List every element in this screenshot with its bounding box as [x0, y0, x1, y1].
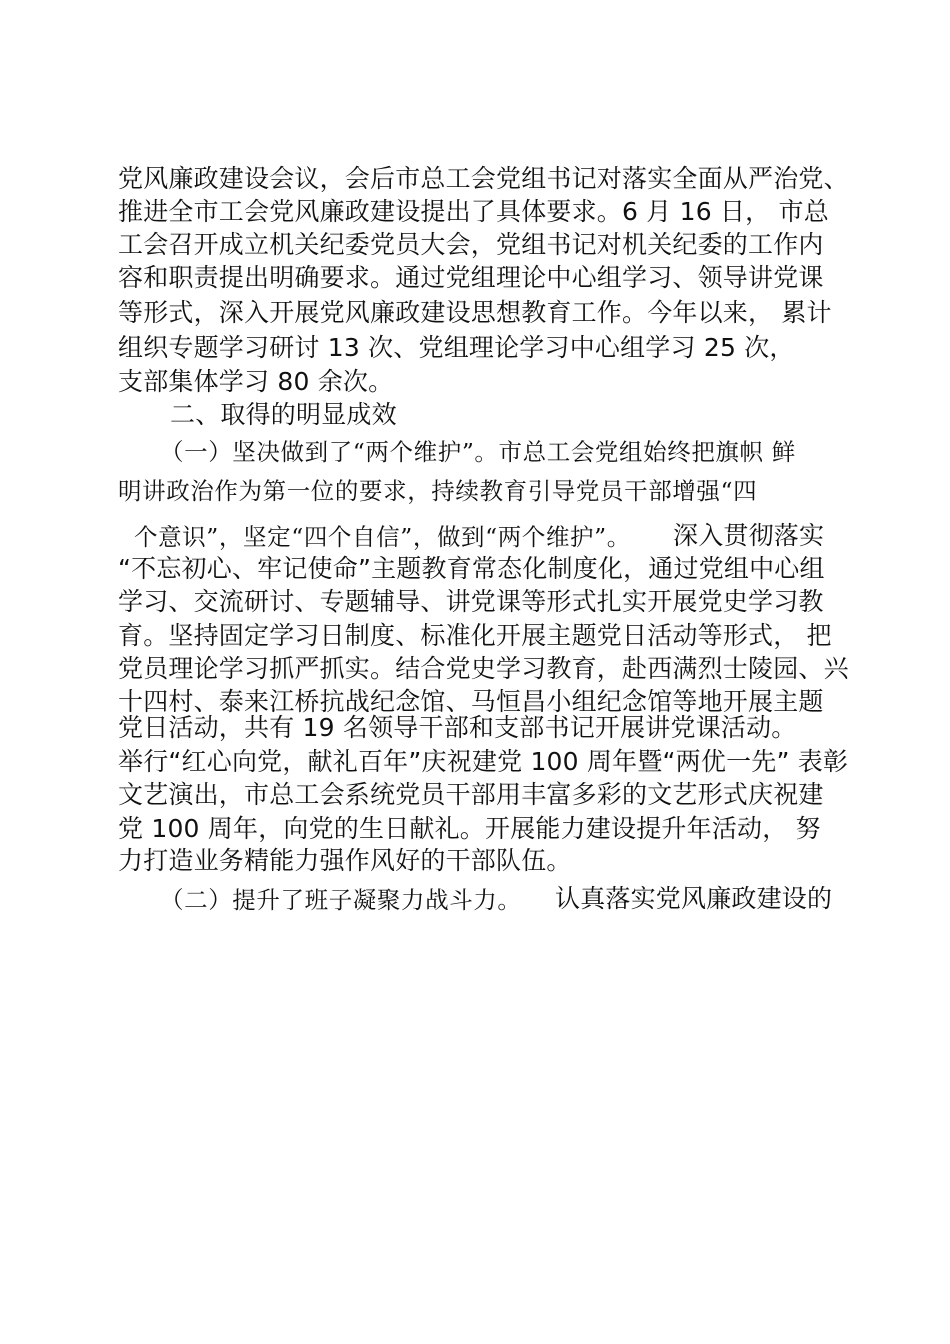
paragraph-line: 个意识”，坚定“四个自信”，做到“两个维护”。 [134, 523, 631, 551]
paragraph-line: 党风廉政建设会议，会后市总工会党组书记对落实全面从严治党、 [118, 164, 849, 193]
paragraph-line: 育。坚持固定学习日制度、标准化开展主题党日活动等形式， 把 [118, 621, 832, 650]
paragraph-line: 文艺演出，市总工会系统党员干部用丰富多彩的文艺形式庆祝建 [118, 780, 824, 809]
paragraph-line: 工会召开成立机关纪委党员大会，党组书记对机关纪委的工作内 [118, 230, 824, 259]
paragraph-line: 党员理论学习抓严抓实。结合党史学习教育，赴西满烈士陵园、兴 [118, 654, 849, 683]
paragraph-line: 容和职责提出明确要求。通过党组理论中心组学习、领导讲党课 [118, 263, 824, 292]
subsection-heading-line: （一）坚决做到了“两个维护”。市总工会党组始终把旗帜 鲜 [160, 438, 796, 466]
paragraph-line: 力打造业务精能力强作风好的干部队伍。 [118, 846, 572, 875]
paragraph-line: 党日活动，共有 19 名领导干部和支部书记开展讲党课活动。 [118, 713, 797, 742]
paragraph-line: 认真落实党风廉政建设的 [555, 884, 833, 913]
paragraph-line: 举行“红心向党，献礼百年”庆祝建党 100 周年暨“两优一先” 表彰 [118, 747, 849, 776]
paragraph-line: 深入贯彻落实 [673, 521, 825, 550]
subsection-heading: （二）提升了班子凝聚力战斗力。 [160, 886, 522, 914]
paragraph-line: 等形式，深入开展党风廉政建设思想教育工作。今年以来， 累计 [118, 298, 832, 327]
paragraph-line: 支部集体学习 80 余次。 [118, 367, 394, 396]
paragraph-line: 组织专题学习研讨 13 次、党组理论学习中心组学习 25 次， [118, 333, 795, 362]
paragraph-line: 十四村、泰来江桥抗战纪念馆、马恒昌小组纪念馆等地开展主题 [118, 687, 824, 716]
section-heading: 二、取得的明显成效 [170, 400, 397, 429]
paragraph-line: 推进全市工会党风廉政建设提出了具体要求。6 月 16 日， 市总 [118, 197, 829, 226]
paragraph-line: 党 100 周年，向党的生日献礼。开展能力建设提升年活动， 努 [118, 814, 821, 843]
paragraph-line: “不忘初心、牢记使命”主题教育常态化制度化，通过党组中心组 [118, 554, 825, 583]
paragraph-line: 明讲政治作为第一位的要求，持续教育引导党员干部增强“四 [118, 477, 758, 505]
paragraph-line: 学习、交流研讨、专题辅导、讲党课等形式扎实开展党史学习教 [118, 587, 824, 616]
